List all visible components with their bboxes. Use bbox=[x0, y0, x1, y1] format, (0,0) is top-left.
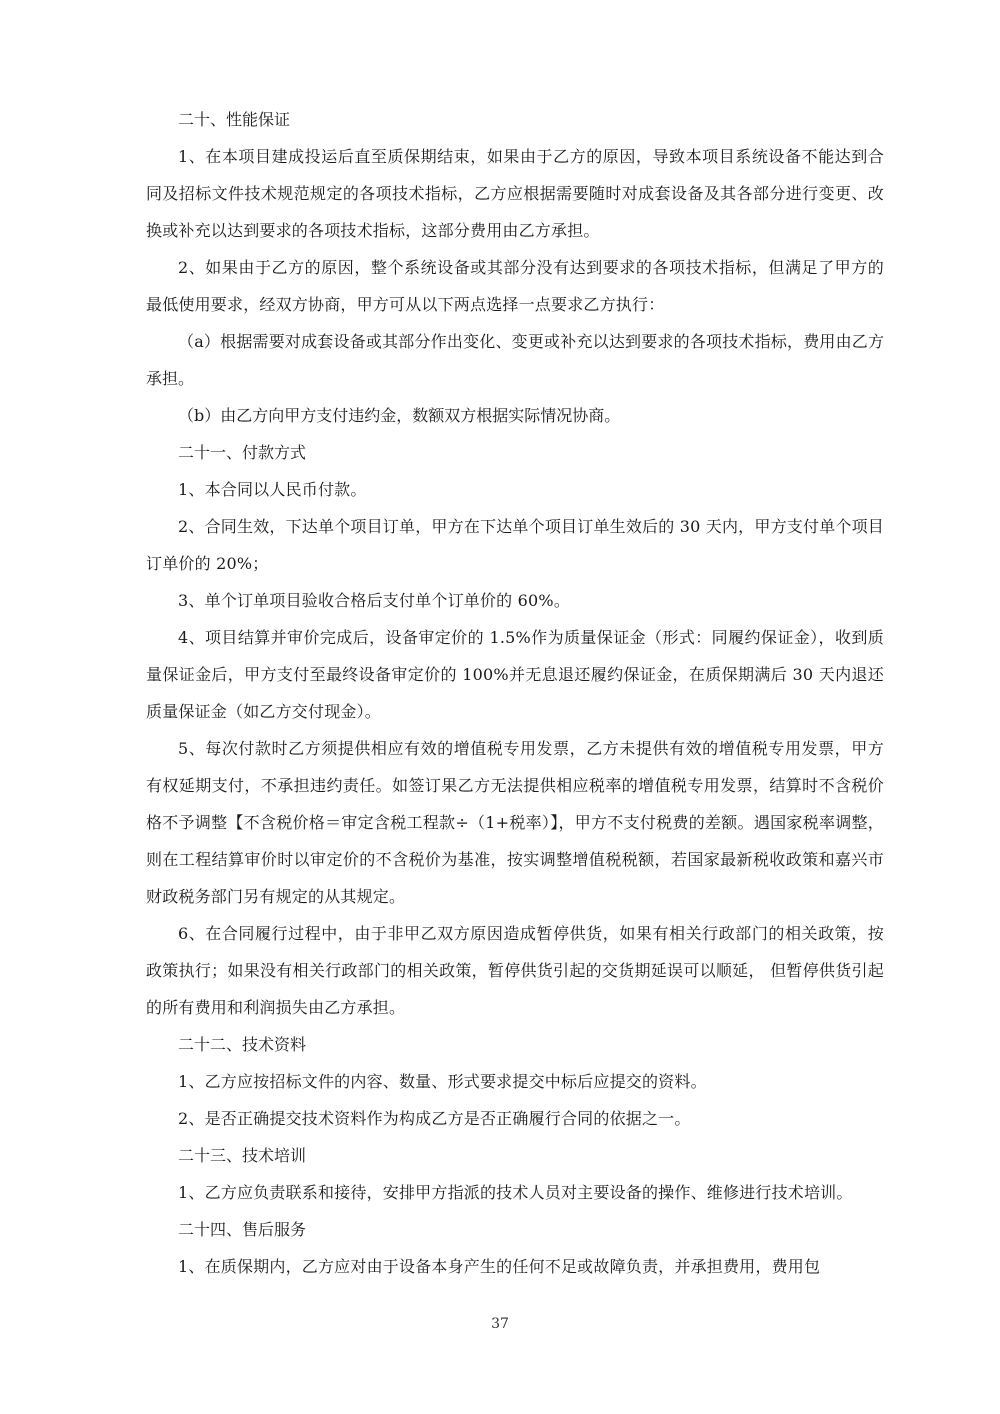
paragraph: 1、乙方应按招标文件的内容、数量、形式要求提交中标后应提交的资料。 bbox=[178, 1072, 707, 1091]
paragraph: 2、合同生效，下达单个项目订单，甲方在下达单个项目订单生效后的 30 天内，甲方支付单个项目订单价的 20%； bbox=[146, 517, 884, 573]
paragraph: 1、在质保期内，乙方应对由于设备本身产生的任何不足或故障负责，并承担费用，费用包 bbox=[178, 1257, 821, 1276]
section-heading: 二十二、技术资料 bbox=[178, 1035, 307, 1054]
page-number: 37 bbox=[491, 1316, 509, 1332]
paragraph: （b）由乙方向甲方支付违约金，数额双方根据实际情况协商。 bbox=[178, 406, 621, 425]
paragraph: （a）根据需要对成套设备或其部分作出变化、变更或补充以达到要求的各项技术指标，费用由乙方承担。 bbox=[146, 332, 884, 388]
paragraph: 3、单个订单项目验收合格后支付单个订单价的 60%。 bbox=[178, 591, 571, 610]
paragraph: 1、本合同以人民币付款。 bbox=[178, 480, 367, 499]
paragraph: 6、在合同履行过程中，由于非甲乙双方原因造成暂停供货，如果有相关行政部门的相关政策，按政策执行；如果没有相关行政部门的相关政策，暂停供货引起的交货期延误可以顺延， 但暂停供货引起的所有费用和利润损失由乙方承担。 bbox=[146, 924, 884, 1017]
section-heading: 二十一、付款方式 bbox=[178, 443, 307, 462]
section-heading: 二十、性能保证 bbox=[178, 110, 291, 129]
paragraph: 5、每次付款时乙方须提供相应有效的增值税专用发票，乙方未提供有效的增值税专用发票，甲方有权延期支付，不承担违约责任。如签订果乙方无法提供相应税率的增值税专用发票，结算时不含税价格不予调整【不含税价格＝审定含税工程款÷（1+税率）】，甲方不支付税费的差额。遇国家税率调整，则在工程结算审价时以审定价的不含税价为基准，按实调整增值税税额，若国家最新税收政策和嘉兴市财政税务部门另有规定的从其规定。 bbox=[146, 739, 884, 906]
document-body bbox=[146, 101, 884, 1285]
section-heading: 二十四、售后服务 bbox=[178, 1220, 307, 1239]
section-heading: 二十三、技术培训 bbox=[178, 1146, 307, 1165]
paragraph: 1、在本项目建成投运后直至质保期结束，如果由于乙方的原因，导致本项目系统设备不能达到合同及招标文件技术规范规定的各项技术指标，乙方应根据需要随时对成套设备及其各部分进行变更、改换或补充以达到要求的各项技术指标，这部分费用由乙方承担。 bbox=[146, 147, 884, 240]
paragraph: 4、项目结算并审价完成后，设备审定价的 1.5%作为质量保证金（形式：同履约保证金），收到质量保证金后，甲方支付至最终设备审定价的 100%并无息退还履约保证金，在质保期满后 30 天内退还质量保证金（如乙方交付现金）。 bbox=[146, 628, 884, 721]
paragraph: 1、乙方应负责联系和接待，安排甲方指派的技术人员对主要设备的操作、维修进行技术培训。 bbox=[178, 1183, 853, 1202]
paragraph: 2、如果由于乙方的原因，整个系统设备或其部分没有达到要求的各项技术指标，但满足了甲方的最低使用要求，经双方协商，甲方可从以下两点选择一点要求乙方执行： bbox=[146, 258, 884, 314]
paragraph: 2、是否正确提交技术资料作为构成乙方是否正确履行合同的依据之一。 bbox=[178, 1109, 691, 1128]
